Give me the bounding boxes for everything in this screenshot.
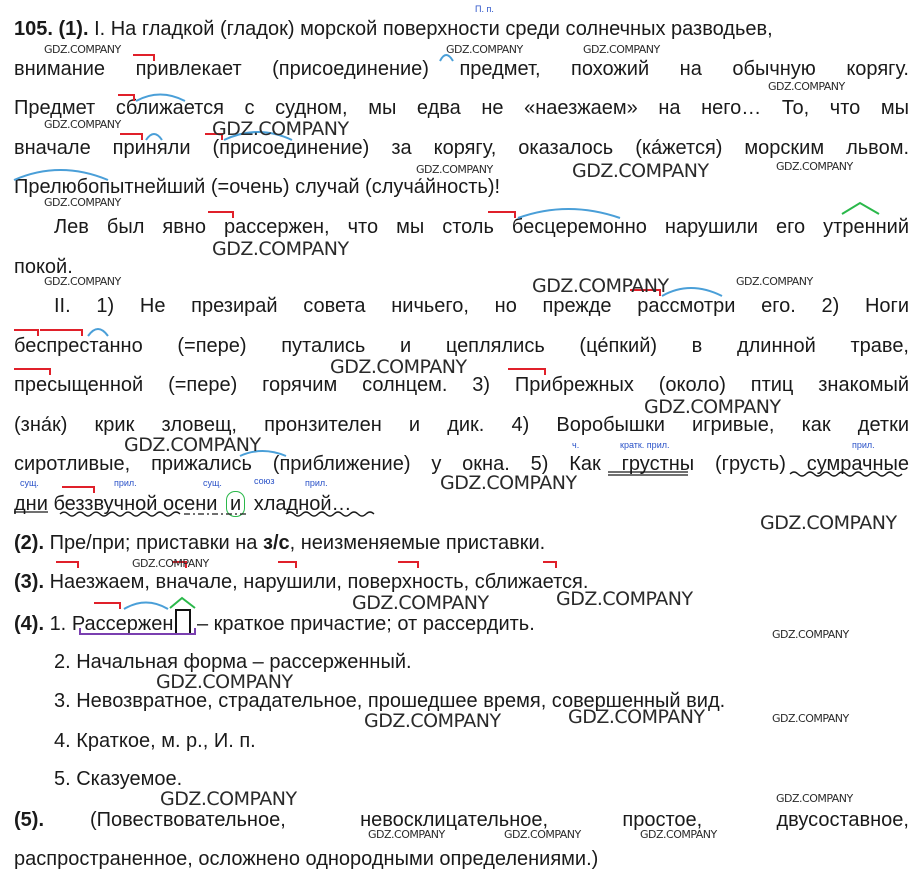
root-arc [14, 170, 108, 180]
root-arc [88, 329, 108, 336]
part4-marker: (4). [14, 613, 44, 635]
part2-text: Пре/при; приставки на [49, 532, 263, 554]
line-4: вначале приняли (присоединение) за корягу, оказалось (ка́жется) морским львом. [14, 137, 909, 159]
watermark: GDZ.COMPANY [776, 792, 853, 805]
circled-conjunction: и [226, 491, 245, 517]
suffix-caret [842, 203, 879, 214]
watermark: GDZ.COMPANY [44, 43, 121, 56]
prefix-mark [398, 562, 418, 568]
prefix-mark [14, 369, 50, 375]
watermark: GDZ.COMPANY [532, 275, 669, 297]
root-arc [146, 134, 162, 140]
watermark: GDZ.COMPANY [440, 472, 577, 494]
wavy-underline [286, 512, 374, 516]
annotation-soyuz: союз [254, 476, 275, 486]
annotation-sush: сущ. [203, 478, 222, 488]
task-number: 105. [14, 18, 53, 40]
prefix-mark [62, 487, 94, 493]
watermark: GDZ.COMPANY [364, 710, 501, 732]
annotation-pp: П. п. [475, 4, 494, 14]
prefix-mark [118, 95, 134, 101]
line-8: II. 1) Не презирай совета ничьего, но прежде рассмотри его. 2) Ноги [54, 295, 909, 317]
wavy-underline [60, 512, 180, 516]
watermark: GDZ.COMPANY [572, 160, 709, 182]
part3-text: Наезжаем, вначале, нарушили, поверхность, сближается. [49, 571, 589, 593]
suffix-caret [170, 598, 195, 608]
part-4-item-5: 5. Сказуемое. [54, 768, 183, 790]
parsed-word: Рассержен [71, 613, 174, 635]
line-5: Прелюбопытнейший (=очень) случай (случа́йность)! [14, 176, 501, 198]
prefix-mark [14, 330, 38, 336]
line-9: беспрестанно (=пере) путались и цеплялись (це́пкий) в длинной траве, [14, 335, 909, 357]
line-12: сиротливые, прижались (приближение) у окна. 5) Как грустны (грусть) сумрачные [14, 453, 909, 475]
watermark: GDZ.COMPANY [44, 118, 121, 131]
watermark: GDZ.COMPANY [212, 118, 349, 140]
part1-marker: (1). [58, 18, 89, 40]
text-line: I. На гладкой (гладок) морской поверхности среди солнечных разводьев, [94, 18, 773, 40]
watermark: GDZ.COMPANY [640, 828, 717, 841]
wavy-underline [790, 472, 902, 476]
watermark: GDZ.COMPANY [44, 196, 121, 209]
watermark: GDZ.COMPANY [368, 828, 445, 841]
watermark: GDZ.COMPANY [212, 238, 349, 260]
part-4-item-4: 4. Краткое, м. р., И. п. [54, 730, 256, 752]
prefix-mark [278, 562, 296, 568]
annotation-sush: сущ. [20, 478, 39, 488]
prefix-mark [94, 603, 120, 609]
item-number: 1. [49, 613, 72, 635]
prefix-mark [488, 212, 515, 218]
annotation-kratk-pril: кратк. прил. [620, 440, 670, 450]
annotation-pril: прил. [305, 478, 328, 488]
annotation-pril: прил. [114, 478, 137, 488]
watermark: GDZ.COMPANY [568, 706, 705, 728]
line-10: пресыщенной (=пере) горячим солнцем. 3) Прибрежных (около) птиц знакомый [14, 374, 909, 396]
prefix-mark [508, 369, 545, 375]
watermark: GDZ.COMPANY [156, 671, 293, 693]
watermark: GDZ.COMPANY [132, 557, 209, 570]
watermark: GDZ.COMPANY [556, 588, 693, 610]
annotation-pril: прил. [852, 440, 875, 450]
part2-marker: (2). [14, 532, 44, 554]
watermark: GDZ.COMPANY [644, 396, 781, 418]
watermark: GDZ.COMPANY [44, 275, 121, 288]
prefix-mark [543, 562, 556, 568]
text-fragment: хладной… [253, 493, 352, 515]
root-arc [136, 95, 185, 102]
watermark: GDZ.COMPANY [416, 163, 493, 176]
line-7: покой. [14, 256, 73, 278]
line-3: Предмет сближается с судном, мы едва не «наезжаем» на него… То, что мы [14, 97, 909, 119]
root-arc [124, 603, 168, 610]
part5-marker: (5). [14, 809, 44, 831]
watermark: GDZ.COMPANY [583, 43, 660, 56]
part-5-line-1: (Повествовательное, невосклицательное, простое, двусоставное, [90, 809, 909, 831]
part2-text-end: , неизменяемые приставки. [289, 532, 546, 554]
part3-marker: (3). [14, 571, 44, 593]
prefix-mark [40, 330, 82, 336]
watermark: GDZ.COMPANY [760, 512, 897, 534]
line-11: (зна́к) крик зловещ, пронзителен и дик. 4) Воробышки игривые, как детки [14, 414, 909, 436]
watermark: GDZ.COMPANY [736, 275, 813, 288]
root-arc [662, 288, 722, 296]
part2-bold: з/с [263, 532, 290, 554]
watermark: GDZ.COMPANY [772, 628, 849, 641]
watermark: GDZ.COMPANY [768, 80, 845, 93]
annotation-ch: ч. [572, 440, 580, 450]
part-4-item-3: 3. Невозвратное, страдательное, прошедшее время, совершенный вид. [54, 690, 726, 712]
line-2: внимание привлекает (присоединение) предмет, похожий на обычную корягу. [14, 58, 909, 80]
prefix-mark [133, 55, 154, 61]
prefix-mark [120, 134, 142, 140]
item-text: – краткое причастие; от рассердить. [191, 613, 535, 635]
watermark: GDZ.COMPANY [504, 828, 581, 841]
watermark: GDZ.COMPANY [330, 356, 467, 378]
watermark: GDZ.COMPANY [446, 43, 523, 56]
watermark: GDZ.COMPANY [124, 434, 261, 456]
watermark: GDZ.COMPANY [776, 160, 853, 173]
prefix-mark [208, 212, 233, 218]
stem-bracket [80, 628, 195, 634]
watermark: GDZ.COMPANY [352, 592, 489, 614]
watermark: GDZ.COMPANY [772, 712, 849, 725]
root-arc [518, 209, 620, 218]
part-4-item-2: 2. Начальная форма – рассерженный. [54, 651, 412, 673]
line-6: Лев был явно рассержен, что мы столь бесцеремонно нарушили его утренний [54, 216, 909, 238]
watermark: GDZ.COMPANY [160, 788, 297, 810]
part-5-line-2: распространенное, осложнено однородными определениями.) [14, 848, 599, 870]
text-fragment: дни беззвучной осени [14, 493, 218, 515]
prefix-mark [56, 562, 78, 568]
